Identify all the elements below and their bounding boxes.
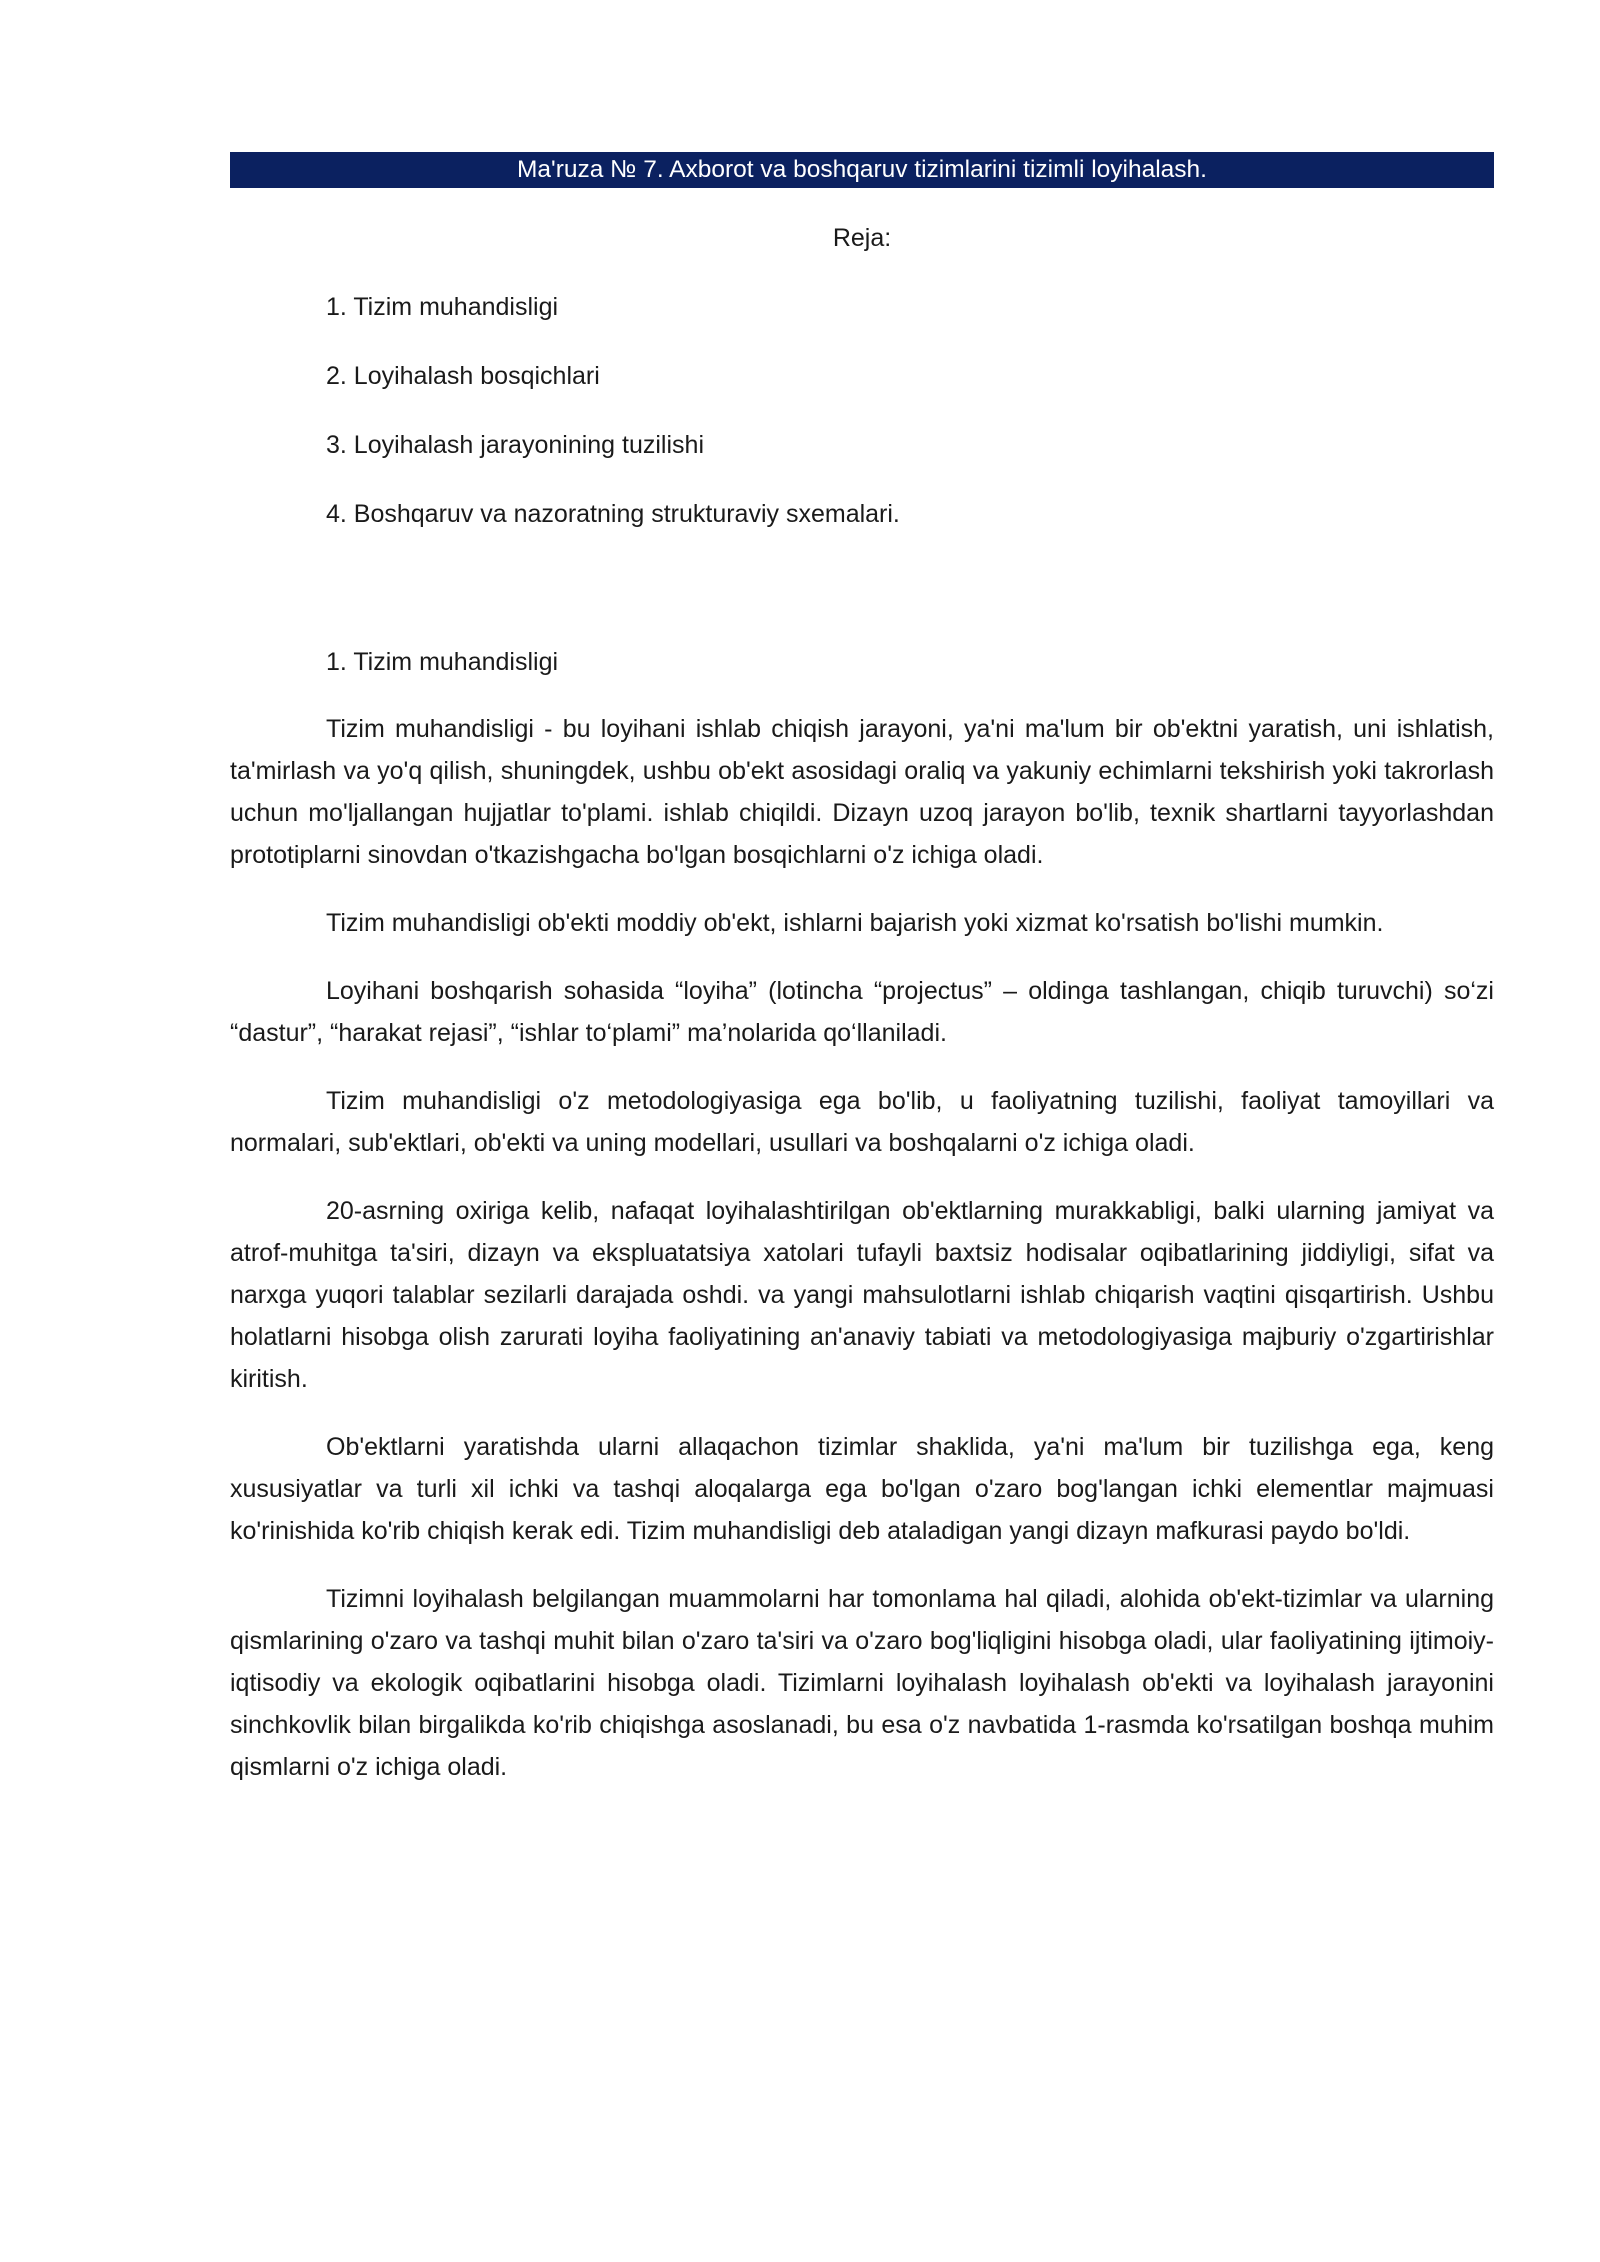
body-paragraph-4: Tizim muhandisligi o'z metodologiyasiga ega bo'lib, u faoliyatning tuzilishi, faoliyat tamoyillari va normalari, sub'ektlari, ob'ekti va uning modellari, usullari va boshqalarni o'z ichiga oladi. <box>230 1087 1494 1157</box>
plan-list <box>230 289 1494 532</box>
section-heading: 1. Tizim muhandisligi <box>326 648 559 676</box>
body-paragraph-5: 20-asrning oxiriga kelib, nafaqat loyihalashtirilgan ob'ektlarning murakkabligi, balki ularning jamiyat va atrof-muhitga ta'siri, dizayn va ekspluatatsiya xatolari tufayli baxtsiz hodisalar oqibatlarining jiddiyligi, sifat va narxga yuqori talablar sezilarli darajada oshdi. va yangi mahsulotlarni ishlab chiqarish vaqtini qisqartirish. Ushbu holatlarni hisobga olish zarurati loyiha faoliyatining an'anaviy tabiati va metodologiyasiga majburiy o'zgartirishlar kiritish. <box>230 1197 1494 1393</box>
plan-item-3: 3. Loyihalash jarayonining tuzilishi <box>326 431 705 459</box>
plan-item-2: 2. Loyihalash bosqichlari <box>326 362 600 390</box>
body-paragraph-1: Tizim muhandisligi - bu loyihani ishlab chiqish jarayoni, ya'ni ma'lum bir ob'ektni yaratish, uni ishlatish, ta'mirlash va yo'q qilish, shuningdek, ushbu ob'ekt asosidagi oraliq va yakuniy echimlarni tekshirish yoki takrorlash uchun mo'ljallangan hujjatlar to'plami. ishlab chiqildi. Dizayn uzoq jarayon bo'lib, texnik shartlarni tayyorlashdan prototiplarni sinovdan o'tkazishgacha bo'lgan bosqichlarni o'z ichiga oladi. <box>230 715 1494 869</box>
plan-item-4: 4. Boshqaruv va nazoratning strukturaviy sxemalari. <box>326 500 900 528</box>
body-paragraph-3: Loyihani boshqarish sohasida “loyiha” (lotincha “projectus” – oldinga tashlangan, chiqib turuvchi) so‘zi “dastur”, “harakat rejasi”, “ishlar to‘plami” ma’nolarida qo‘llaniladi. <box>230 977 1494 1047</box>
lecture-title: Ma'ruza № 7. Axborot va boshqaruv tizimlarini tizimli loyihalash. <box>516 156 1207 183</box>
document-content <box>230 152 1494 1788</box>
plan-item-1: 1. Tizim muhandisligi <box>326 293 559 321</box>
body-paragraph-6: Ob'ektlarni yaratishda ularni allaqachon tizimlar shaklida, ya'ni ma'lum bir tuzilishga ega, keng xususiyatlar va turli xil ichki va tashqi aloqalarga ega bo'lgan o'zaro bog'langan ichki elementlar majmuasi ko'rinishida ko'rib chiqish kerak edi. Tizim muhandisligi deb ataladigan yangi dizayn mafkurasi paydo bo'ldi. <box>230 1433 1494 1545</box>
body-paragraph-2: Tizim muhandisligi ob'ekti moddiy ob'ekt, ishlarni bajarish yoki xizmat ko'rsatish bo'lishi mumkin. <box>326 909 1384 937</box>
plan-heading: Reja: <box>832 224 892 252</box>
body-paragraph-7: Tizimni loyihalash belgilangan muammolarni har tomonlama hal qiladi, alohida ob'ekt-tizimlar va ularning qismlarining o'zaro va tashqi muhit bilan o'zaro ta'siri va o'zaro bog'liqligini hisobga oladi, ular faoliyatining ijtimoiy-iqtisodiy va ekologik oqibatlarini hisobga oladi. Tizimlarni loyihalash loyihalash ob'ekti va loyihalash jarayonini sinchkovlik bilan birgalikda ko'rib chiqishga asoslanadi, bu esa o'z navbatida 1-rasmda ko'rsatilgan boshqa muhim qismlarni o'z ichiga oladi. <box>230 1585 1494 1781</box>
lecture-title-banner <box>230 152 1494 188</box>
